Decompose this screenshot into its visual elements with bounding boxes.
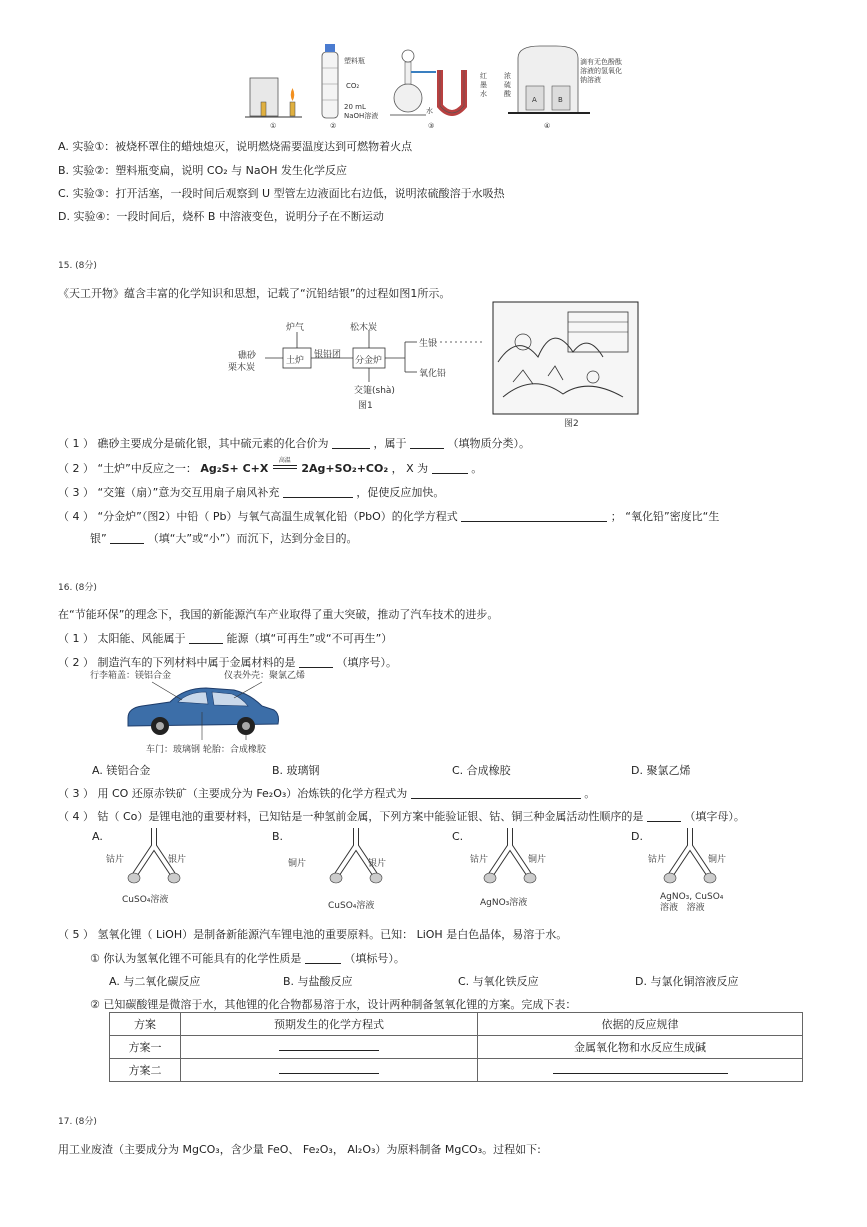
q16-sub4-blank[interactable]	[647, 809, 681, 822]
flow-gas: 炉气	[286, 323, 305, 333]
table-row	[110, 1059, 803, 1082]
q16-sub5-1-text-b: （填标号）。	[344, 952, 405, 965]
q16-sub3-blank[interactable]	[411, 786, 581, 799]
fig2-caption: 图2	[564, 419, 579, 429]
exp2-label-bottle: 塑料瓶	[344, 57, 365, 65]
q15-sub4-blank-equation[interactable]	[461, 509, 607, 522]
exp4-bell-jar	[508, 46, 590, 113]
flow-silver-lead: 银铅团	[314, 350, 342, 360]
q16-sub1-text-b: 能源（填“可再生”或“不可再生”）	[226, 632, 393, 645]
exp4-label-acid: 浓硫酸	[504, 72, 511, 98]
flow-jiaoshai: 交箑(shà)	[354, 386, 395, 396]
apparatus-d-sol: AgNO₃, CuSO₄ 溶液 溶液	[660, 892, 724, 913]
table-header: 方案	[110, 1013, 181, 1036]
flow-fenjin: 分金炉	[355, 356, 383, 366]
fenjin-furnace-illustration	[493, 302, 638, 414]
q15-intro: 《天工开物》蕴含丰富的化学知识和思想，记载了“沉铅结银”的过程如图1所示。	[58, 287, 451, 300]
q16-sub5-1	[90, 950, 405, 966]
apparatus-a-left: 钴片	[106, 855, 125, 865]
q15-sub2-eq-right: 2Ag+SO₂+CO₂	[301, 462, 389, 475]
q15-sub4-text-a: （ 4 ） “分金炉”（图2）中铅（ Pb）与氧气高温生成氧化铅（PbO）的化学方程式	[58, 510, 458, 523]
q16-header: 16. (8分)	[58, 583, 97, 593]
table-cell-blank[interactable]	[181, 1036, 478, 1059]
table-cell-blank[interactable]	[181, 1059, 478, 1082]
q14-experiment-figure	[240, 40, 640, 132]
q16-sub5-1-option-c: C. 与氧化铁反应	[458, 975, 539, 988]
q14-option-b: B. 实验②：塑料瓶变扁，说明 CO₂ 与 NaOH 发生化学反应	[58, 164, 348, 177]
flow-ore: 礁砂	[238, 351, 257, 361]
q16-sub2-option-d: D. 聚氯乙烯	[631, 764, 691, 777]
q15-sub1-text-b: ，属于	[373, 437, 407, 450]
q15-sub2-blank-x[interactable]	[432, 461, 468, 474]
q16-sub3	[58, 785, 595, 801]
q15-sub1-text-a: （ 1 ） 礁砂主要成分是硫化银，其中硫元素的化合价为	[58, 437, 329, 450]
q15-sub2-condition-arrow	[272, 457, 298, 475]
flow-silver: 生银	[419, 339, 438, 349]
exp1-number: ①	[270, 122, 277, 130]
q16-sub1	[58, 630, 392, 646]
q16-sub2-option-a: A. 镁铝合金	[92, 764, 151, 777]
apparatus-c-right: 铜片	[528, 855, 547, 865]
q16-sub5: （ 5 ） 氢氧化锂（ LiOH）是制备新能源汽车锂电池的重要原料。已知： LiOH 是白色晶体，易溶于水。	[58, 928, 568, 941]
q16-sub5-1-blank[interactable]	[305, 951, 341, 964]
q16-sub1-blank[interactable]	[189, 631, 223, 644]
car-label-trunk: 行李箱盖：镁铝合金	[90, 671, 172, 681]
svg-text:A: A	[532, 96, 537, 104]
q16-sub1-text-a: （ 1 ） 太阳能、风能属于	[58, 632, 186, 645]
q15-sub1-blank-class[interactable]	[410, 436, 444, 449]
table-cell: 方案一	[110, 1036, 181, 1059]
apparatus-b-left: 铜片	[288, 859, 307, 869]
q16-sub5-2: ② 已知碳酸锂是微溶于水，其他锂的化合物都易溶于水，设计两种制备氢氧化锂的方案。完成下表：	[90, 998, 577, 1011]
q15-sub1-text-c: （填物质分类）。	[447, 437, 530, 450]
q15-sub4-text-c: 银”	[90, 532, 107, 545]
flow-charcoal: 栗木炭	[228, 363, 256, 373]
flow-furnace: 土炉	[286, 356, 305, 366]
q15-sub3-text-b: ，促使反应加快。	[356, 486, 445, 499]
table-cell: 金属氧化物和水反应生成碱	[478, 1036, 803, 1059]
q14-option-a: A. 实验①：被烧杯罩住的蜡烛熄灭，说明燃烧需要温度达到可燃物着火点	[58, 140, 413, 153]
apparatus-a-right: 银片	[168, 855, 187, 865]
exp3-number: ③	[428, 122, 435, 130]
q15-sub1-blank-valence[interactable]	[332, 436, 370, 449]
q16-sub2-option-b: B. 玻璃钢	[272, 764, 320, 777]
table-row	[110, 1036, 803, 1059]
q15-header: 15. (8分)	[58, 261, 97, 271]
q14-option-d: D. 实验④：一段时间后，烧杯 B 中溶液变色，说明分子在不断运动	[58, 210, 384, 223]
apparatus-a-letter: A.	[92, 830, 103, 843]
flow-pine: 松木炭	[350, 323, 378, 333]
q15-sub2-text-c: 。	[471, 462, 483, 475]
q15-sub4-blank-density[interactable]	[110, 531, 144, 544]
q15-sub2-condition: 高温	[278, 457, 291, 464]
exp2-label-co2: CO₂	[346, 82, 360, 90]
q15-sub2-text-a: （ 2 ） “土炉”中反应之一：	[58, 462, 197, 475]
q16-sub2-option-c: C. 合成橡胶	[452, 764, 511, 777]
q16-sub5-1-option-b: B. 与盐酸反应	[283, 975, 353, 988]
q15-sub4-text-d: （填“大”或“小”）而沉下，达到分金目的。	[147, 532, 358, 545]
q16-intro: 在“节能环保”的理念下，我国的新能源汽车产业取得了重大突破，推动了汽车技术的进步。	[58, 608, 499, 621]
q16-sub2-blank[interactable]	[299, 655, 333, 668]
q15-sub4-cont	[90, 530, 358, 546]
table-cell-blank[interactable]	[478, 1059, 803, 1082]
flow-fig1: 图1	[358, 401, 373, 411]
apparatus-d-right: 铜片	[708, 855, 727, 865]
q16-sub3-text-b: 。	[584, 787, 596, 800]
exp2-number: ②	[330, 122, 337, 130]
q15-sub3-text-a: （ 3 ） “交箑（扇）”意为交互用扇子扇风补充	[58, 486, 280, 499]
apparatus-b-sol: CuSO₄溶液	[328, 901, 375, 911]
exp4-label-phenol: 滴有无色酚酞溶液的氢氧化钠溶液	[580, 58, 622, 84]
car-label-dash: 仪表外壳：聚氯乙烯	[224, 671, 306, 681]
q16-sub3-text-a: （ 3 ） 用 CO 还原赤铁矿（主要成分为 Fe₂O₃）冶炼铁的化学方程式为	[58, 787, 408, 800]
q15-sub2	[58, 457, 483, 476]
table-header: 依据的反应规律	[478, 1013, 803, 1036]
table-header-row	[110, 1013, 803, 1036]
q16-sub2-text-b: （填序号）。	[336, 656, 397, 669]
exp3-label-red-ink: 红墨水	[480, 72, 487, 98]
apparatus-b-right: 银片	[368, 859, 387, 869]
q15-sub3-blank[interactable]	[283, 485, 353, 498]
apparatus-b-letter: B.	[272, 830, 284, 843]
q14-option-c: C. 实验③：打开活塞，一段时间后观察到 U 型管左边液面比右边低，说明浓硫酸溶于水吸热	[58, 187, 505, 200]
exp4-number: ④	[544, 122, 551, 130]
q16-sub5-1-text-a: ① 你认为氢氧化锂不可能具有的化学性质是	[90, 952, 302, 965]
apparatus-c-sol: AgNO₃溶液	[480, 898, 528, 908]
q15-sub1	[58, 435, 530, 451]
car-label-door: 车门：玻璃钢 轮胎：合成橡胶	[146, 745, 266, 755]
q17-header: 17. (8分)	[58, 1117, 97, 1127]
q16-sub5-1-option-a: A. 与二氧化碳反应	[109, 975, 201, 988]
exp1-candles	[245, 78, 302, 117]
apparatus-c-letter: C.	[452, 830, 464, 843]
car-illustration	[122, 678, 282, 742]
q15-sub3	[58, 484, 444, 500]
q16-sub4-text-b: （填字母）。	[684, 810, 745, 823]
q17-intro: 用工业废渣（主要成分为 MgCO₃，含少量 FeO、 Fe₂O₃， Al₂O₃）为原料制备 MgCO₃。过程如下:	[58, 1143, 541, 1156]
exp3-label-water: 水	[426, 107, 433, 115]
q15-sub2-text-b: ， X 为	[391, 462, 429, 475]
q15-sub4	[58, 508, 719, 524]
q16-sub2-text-a: （ 2 ） 制造汽车的下列材料中属于金属材料的是	[58, 656, 296, 669]
q16-sub4	[58, 808, 745, 824]
table-header: 预期发生的化学方程式	[181, 1013, 478, 1036]
apparatus-a-sol: CuSO₄溶液	[122, 895, 169, 905]
q16-sub4-text-a: （ 4 ） 钴（ Co）是锂电池的重要材料，已知钴是一种氢前金属，下列方案中能验证银、钴、铜三种金属活动性顺序的是	[58, 810, 644, 823]
table-cell: 方案二	[110, 1059, 181, 1082]
exp2-bottle	[322, 44, 338, 118]
exp2-label-naoh: 20 mL NaOH溶液	[344, 103, 379, 120]
apparatus-d-left: 钴片	[648, 855, 667, 865]
q16-sub5-1-option-d: D. 与氯化铜溶液反应	[635, 975, 739, 988]
lioh-plan-table	[109, 1012, 803, 1082]
q15-sub2-eq-left: Ag₂S+ C+X	[200, 462, 269, 475]
q15-sub4-text-b: ； “氧化铅”密度比“生	[610, 510, 720, 523]
flow-pbo: 氧化铅	[419, 369, 447, 379]
apparatus-d-letter: D.	[631, 830, 643, 843]
svg-text:B: B	[558, 96, 563, 104]
apparatus-c-left: 钴片	[470, 855, 489, 865]
